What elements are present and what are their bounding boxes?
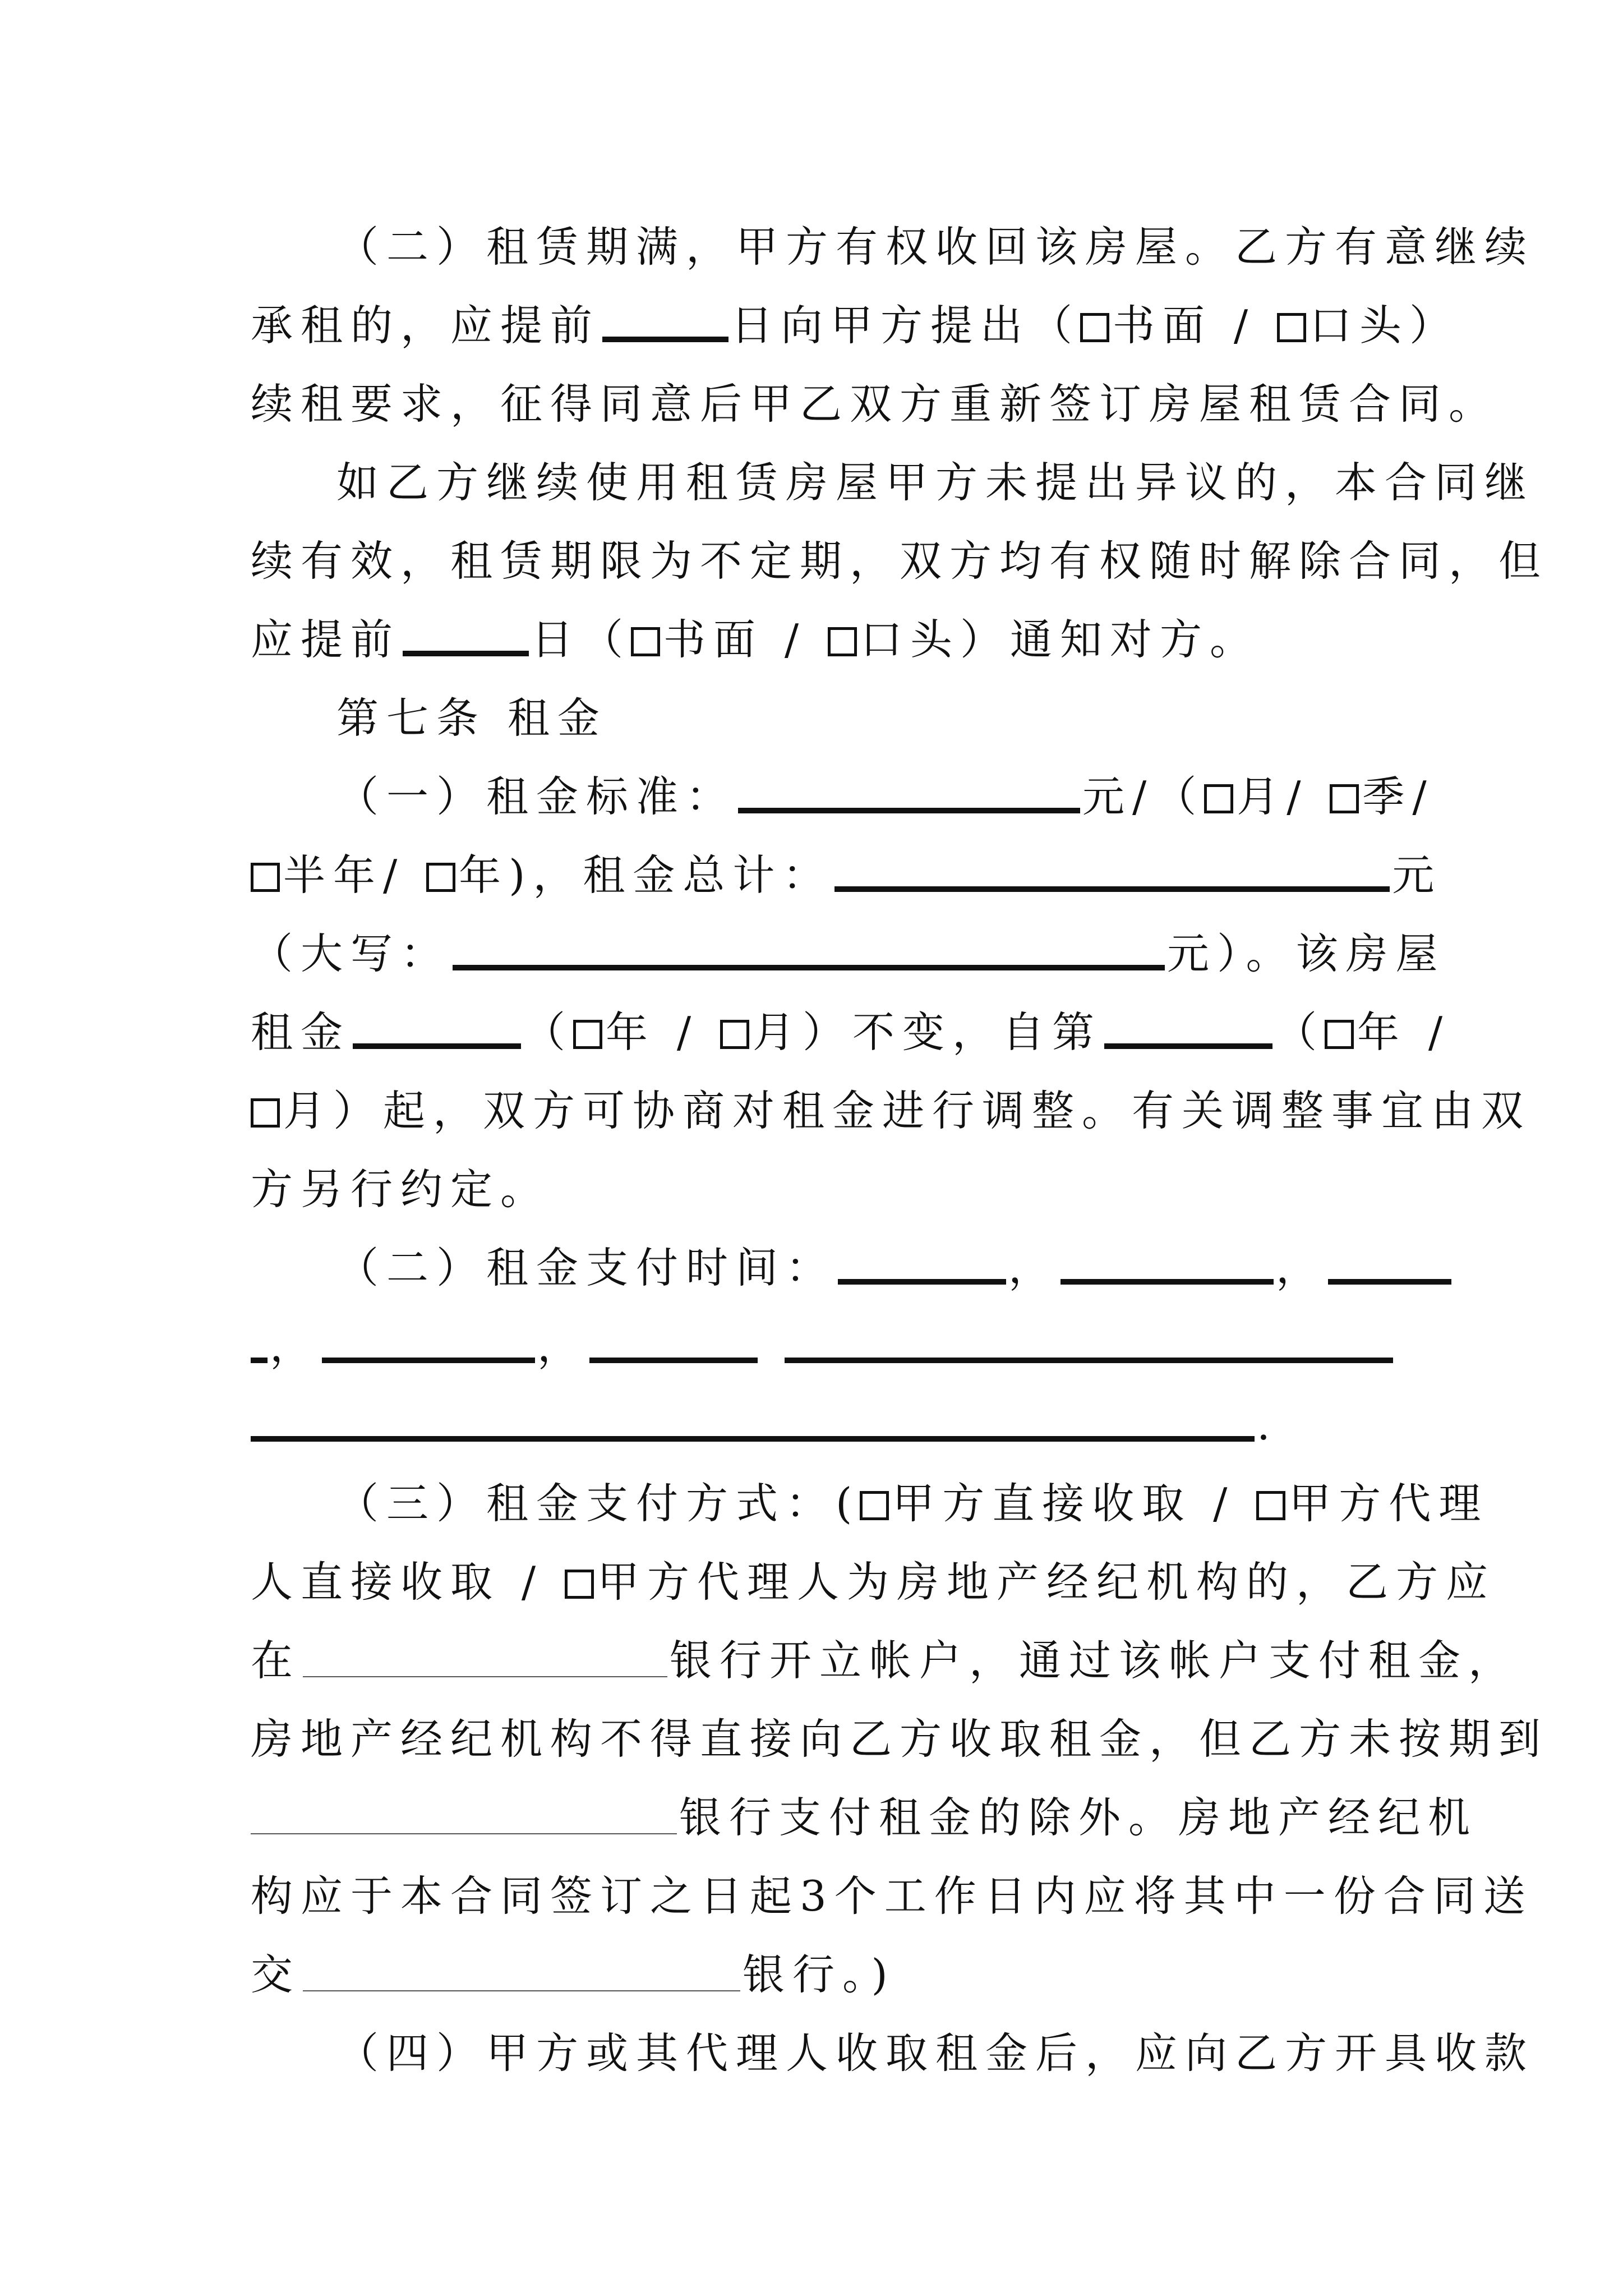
checkbox[interactable] [1325, 1020, 1354, 1049]
paragraph-line: 承租的，应提前 日向甲方提出（ 书面 / 口头） [251, 301, 1459, 350]
paragraph-line: 租金 （ 年 / 月）不变，自第 （ 年 / [251, 1007, 1451, 1057]
paragraph-line: 续有效，租赁期限为不定期，双方均有权随时解除合同，但 [251, 536, 1549, 586]
fill-in-blank[interactable] [602, 337, 728, 342]
paragraph-line: （二）租金支付时间： ， ， [336, 1237, 1395, 1299]
checkbox[interactable] [860, 1491, 889, 1520]
checkbox[interactable] [1330, 784, 1359, 813]
paragraph-line: 银行支付租金的除外。房地产经纪机 [251, 1787, 1395, 1848]
paragraph-line: 如乙方继续使用租赁房屋甲方未提出异议的，本合同继 [336, 458, 1535, 507]
paragraph-line: ， ， [251, 1315, 1395, 1377]
paragraph-line: 半年/ 年)，租金总计： 元 [251, 844, 1395, 906]
fill-in-blank[interactable] [251, 1358, 268, 1363]
paragraph-line: 在 银行开立帐户，通过该帐户支付租金， [251, 1636, 1519, 1685]
checkbox[interactable] [828, 627, 857, 656]
checkbox[interactable] [565, 1570, 594, 1599]
checkbox[interactable] [1204, 784, 1233, 813]
fill-in-blank[interactable] [1328, 1279, 1451, 1285]
paragraph-line: 应提前 日（ 书面 / 口头）通知对方。 [251, 615, 1260, 664]
paragraph-line: 月）起，双方可协商对租金进行调整。有关调整事宜由双 [251, 1080, 1395, 1142]
paragraph-line: 交 银行。) [251, 1950, 896, 1999]
checkbox[interactable] [251, 1098, 280, 1128]
paragraph-line: （一）租金标准： 元/（ 月/ 季/ [336, 772, 1435, 821]
paragraph-line: 方另行约定。 [251, 1165, 551, 1214]
fill-in-blank[interactable] [589, 1358, 758, 1363]
fill-in-blank[interactable] [453, 965, 1165, 970]
fill-in-blank[interactable] [251, 1436, 1255, 1442]
fill-in-blank[interactable] [738, 808, 1080, 813]
fill-in-blank[interactable] [353, 1043, 521, 1049]
paragraph-line: （二）租赁期满，甲方有权收回该房屋。乙方有意继续 [336, 222, 1535, 272]
fill-in-blank[interactable] [785, 1358, 1393, 1363]
paragraph-line: 人直接收取 / 甲方代理人为房地产经纪机构的，乙方应 [251, 1557, 1496, 1607]
paragraph-line: 房地产经纪机构不得直接向乙方收取租金，但乙方未按期到 [251, 1714, 1549, 1764]
paragraph-line: 构应于本合同签订之日起3个工作日内应将其中一份合同送 [251, 1871, 1533, 1921]
bank-name-field[interactable] [303, 1676, 667, 1677]
paragraph-line: （四）甲方或其代理人收取租金后，应向乙方开具收款 [336, 2028, 1535, 2078]
fill-in-blank[interactable] [838, 1279, 1006, 1285]
checkbox[interactable] [573, 1020, 602, 1049]
paragraph-line: . [251, 1394, 1395, 1456]
checkbox[interactable] [251, 863, 280, 892]
article-heading: 第七条 租金 [336, 693, 607, 743]
checkbox[interactable] [1256, 1491, 1285, 1520]
paragraph-line: 续租要求，征得同意后甲乙双方重新签订房屋租赁合同。 [251, 379, 1499, 429]
checkbox[interactable] [1277, 313, 1306, 342]
paragraph-line: （大写： 元）。该房屋 [251, 929, 1446, 978]
bank-name-field[interactable] [303, 1990, 740, 1991]
checkbox[interactable] [426, 863, 455, 892]
checkbox[interactable] [631, 627, 660, 656]
fill-in-blank[interactable] [322, 1358, 535, 1363]
paragraph-line: （三）租金支付方式：( 甲方直接收取 / 甲方代理 [336, 1479, 1489, 1528]
fill-in-blank[interactable] [403, 651, 529, 656]
fill-in-blank[interactable] [1061, 1279, 1274, 1285]
checkbox[interactable] [1080, 313, 1109, 342]
bank-name-field[interactable] [251, 1833, 677, 1834]
fill-in-blank[interactable] [1104, 1043, 1272, 1049]
fill-in-blank[interactable] [834, 886, 1390, 892]
checkbox[interactable] [720, 1020, 749, 1049]
